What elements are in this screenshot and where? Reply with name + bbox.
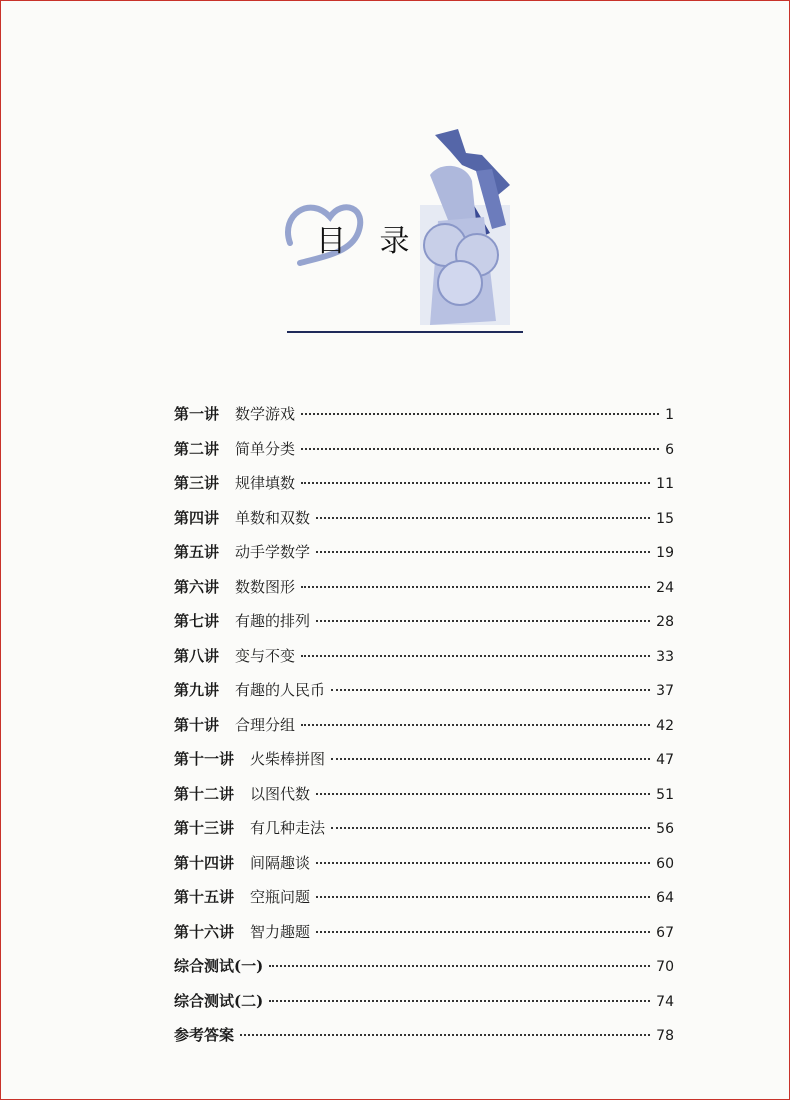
dot-leader xyxy=(316,517,650,519)
toc-entry[interactable] xyxy=(174,990,674,1025)
dot-leader xyxy=(316,620,650,622)
toc-entry-number: 第四讲 xyxy=(174,508,220,527)
toc-entry-title: 有几种走法 xyxy=(250,819,326,837)
toc-entry-title: 智力趣题 xyxy=(250,922,311,941)
toc-entry[interactable] xyxy=(174,955,674,990)
toc-entry-page: 56 xyxy=(656,821,674,837)
table-of-contents xyxy=(174,403,674,1059)
toc-entry-page: 64 xyxy=(656,890,674,906)
toc-entry-number: 第三讲 xyxy=(174,474,220,492)
toc-entry-title: 单数和双数 xyxy=(235,508,311,527)
toc-entry-number: 第十一讲 xyxy=(174,750,235,768)
toc-entry-title: 数数图形 xyxy=(235,577,296,596)
toc-entry-title: 合理分组 xyxy=(235,715,296,734)
toc-entry-page: 67 xyxy=(656,924,674,941)
dot-leader xyxy=(269,965,650,967)
toc-entry-page: 70 xyxy=(656,959,674,975)
toc-entry-number: 第八讲 xyxy=(174,646,220,665)
toc-entry-title: 规律填数 xyxy=(235,474,296,492)
toc-entry-number: 第十四讲 xyxy=(174,853,235,872)
toc-entry-title: 有趣的排列 xyxy=(235,612,311,630)
dot-leader xyxy=(301,413,659,415)
toc-entry[interactable] xyxy=(174,1024,674,1059)
dot-leader xyxy=(301,655,650,657)
toc-entry-page: 60 xyxy=(656,855,674,872)
toc-entry-number: 第五讲 xyxy=(174,543,220,561)
toc-entry-page: 37 xyxy=(656,683,674,699)
dot-leader xyxy=(316,551,650,553)
toc-entry-page: 74 xyxy=(656,993,674,1010)
title-divider xyxy=(287,331,523,333)
dot-leader xyxy=(301,482,650,484)
dot-leader xyxy=(301,724,650,726)
toc-entry[interactable] xyxy=(174,472,674,507)
toc-entry-title: 有趣的人民币 xyxy=(235,681,326,699)
toc-entry[interactable] xyxy=(174,645,674,680)
toc-entry[interactable] xyxy=(174,438,674,473)
toc-entry-number: 参考答案 xyxy=(174,1026,235,1044)
toc-entry-title: 简单分类 xyxy=(235,439,296,458)
toc-entry-number: 综合测试(二) xyxy=(174,991,264,1010)
toc-entry-number: 第六讲 xyxy=(174,577,220,596)
toc-entry-page: 78 xyxy=(656,1028,674,1044)
toc-entry-number: 第一讲 xyxy=(174,405,220,423)
toc-entry[interactable] xyxy=(174,783,674,818)
page-title: 目 录 xyxy=(316,224,422,259)
toc-entry[interactable] xyxy=(174,403,674,438)
toc-entry[interactable] xyxy=(174,817,674,852)
toc-entry-title: 火柴棒拼图 xyxy=(250,750,326,768)
dot-leader xyxy=(331,758,650,760)
toc-entry-page: 6 xyxy=(665,441,674,458)
toc-entry-page: 33 xyxy=(656,648,674,665)
toc-entry-page: 1 xyxy=(665,407,674,423)
toc-entry-title: 以图代数 xyxy=(250,784,311,803)
toc-entry[interactable] xyxy=(174,507,674,542)
toc-entry-number: 第七讲 xyxy=(174,612,220,630)
toc-entry-title: 间隔趣谈 xyxy=(250,853,311,872)
toc-entry-page: 24 xyxy=(656,579,674,596)
medal-3 xyxy=(438,261,482,305)
toc-entry-number: 第十三讲 xyxy=(174,819,235,837)
toc-entry-number: 第九讲 xyxy=(174,681,220,699)
toc-entry-number: 第十讲 xyxy=(174,715,220,734)
toc-entry-page: 47 xyxy=(656,752,674,768)
toc-entry[interactable] xyxy=(174,886,674,921)
toc-entry-number: 第二讲 xyxy=(174,439,220,458)
toc-entry[interactable] xyxy=(174,610,674,645)
dot-leader xyxy=(316,793,650,795)
dot-leader xyxy=(316,896,650,898)
toc-entry-page: 19 xyxy=(656,545,674,561)
toc-entry[interactable] xyxy=(174,714,674,749)
dot-leader xyxy=(269,1000,650,1002)
toc-entry-page: 42 xyxy=(656,717,674,734)
toc-entry-page: 15 xyxy=(656,510,674,527)
dot-leader xyxy=(240,1034,650,1036)
dot-leader xyxy=(316,931,650,933)
toc-entry[interactable] xyxy=(174,748,674,783)
dot-leader xyxy=(331,827,650,829)
toc-entry-number: 第十六讲 xyxy=(174,922,235,941)
toc-entry-title: 动手学数学 xyxy=(235,543,311,561)
toc-entry[interactable] xyxy=(174,576,674,611)
toc-entry-page: 51 xyxy=(656,786,674,803)
toc-entry-number: 综合测试(一) xyxy=(174,957,264,975)
toc-entry[interactable] xyxy=(174,852,674,887)
dot-leader xyxy=(316,862,650,864)
toc-entry-title: 空瓶问题 xyxy=(250,888,311,906)
toc-entry-title: 变与不变 xyxy=(235,646,296,665)
toc-entry-page: 28 xyxy=(656,614,674,630)
toc-entry[interactable] xyxy=(174,679,674,714)
toc-entry[interactable] xyxy=(174,921,674,956)
dot-leader xyxy=(331,689,650,691)
dot-leader xyxy=(301,586,650,588)
toc-entry-number: 第十二讲 xyxy=(174,784,235,803)
dot-leader xyxy=(301,448,659,450)
toc-entry-title: 数学游戏 xyxy=(235,405,296,423)
toc-entry[interactable] xyxy=(174,541,674,576)
toc-entry-page: 11 xyxy=(656,476,674,492)
toc-entry-number: 第十五讲 xyxy=(174,888,235,906)
